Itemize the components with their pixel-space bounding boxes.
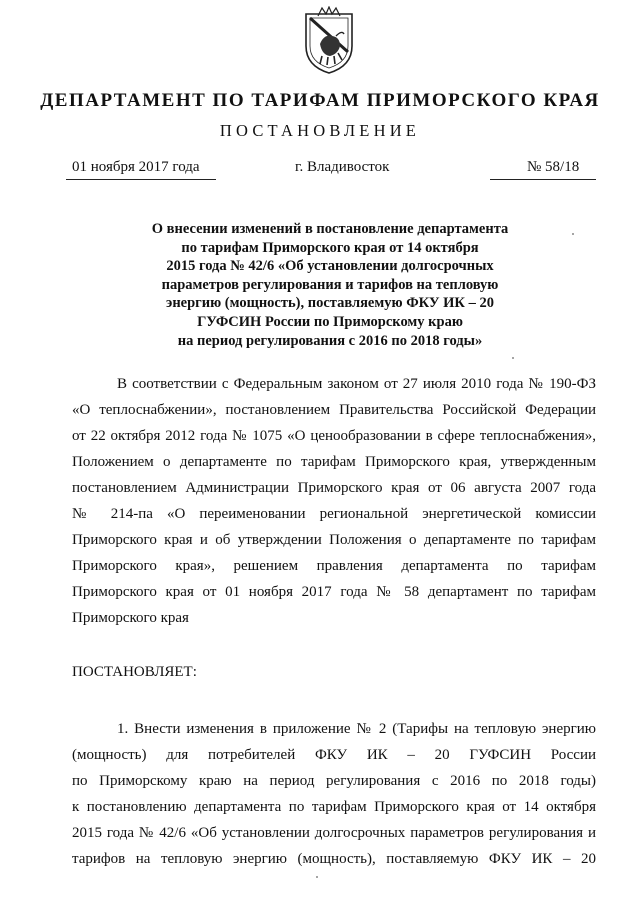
title-line: О внесении изменений в постановление департамента (151, 221, 509, 237)
coat-of-arms-icon (298, 6, 360, 76)
text-line: по Приморскому краю на период регулирования с 2016 по 2018 годы) (72, 773, 596, 789)
document-date: 01 ноября 2017 года (72, 159, 200, 175)
document-title (120, 220, 540, 350)
text-line: 1. Внести изменения в приложение № 2 (Тарифы на тепловую энергию (117, 721, 596, 737)
text-line: Приморского края и об утверждении Положения о департаменте по тарифам (72, 532, 596, 548)
preamble-paragraph (72, 371, 596, 631)
item-1-paragraph (72, 716, 596, 872)
title-line: 2015 года № 42/6 «Об установлении долгосрочных (166, 258, 494, 275)
text-line: Приморского края», решением правления департамента по тарифам (72, 558, 596, 574)
document-number: № 58/18 (527, 159, 580, 175)
title-line: энергию (мощность), поставляемую ФКУ ИК – 20 (166, 295, 494, 312)
department-name: ДЕПАРТАМЕНТ ПО ТАРИФАМ ПРИМОРСКОГО КРАЯ (40, 90, 600, 111)
scan-speck (572, 233, 574, 235)
text-line: (мощность) для потребителей ФКУ ИК – 20 ГУФСИН России (72, 747, 596, 763)
text-line: Приморского края от 01 ноября 2017 года № 58 департамент по тарифам (72, 584, 596, 600)
text-line: тарифов на тепловую энергию (мощность), поставляемую ФКУ ИК – 20 (72, 851, 596, 867)
scan-speck (512, 357, 514, 359)
title-line: на период регулирования с 2016 по 2018 годы» (177, 332, 483, 349)
document-city: г. Владивосток (295, 159, 390, 175)
scan-speck (316, 876, 318, 878)
text-line: 2015 года № 42/6 «Об установлении долгосрочных параметров регулирования и (72, 825, 596, 841)
resolves-heading: ПОСТАНОВЛЯЕТ: (72, 664, 197, 680)
text-line: «О теплоснабжении», постановлением Правительства Российской Федерации (72, 402, 596, 418)
document-type: ПОСТАНОВЛЕНИЕ (219, 121, 421, 140)
title-line: по тарифам Приморского края от 14 октября (181, 239, 479, 256)
date-underline (66, 179, 216, 180)
text-line: Положением о департаменте по тарифам Приморского края, утвержденным (72, 454, 596, 470)
text-line: постановлением Администрации Приморского края от 06 августа 2007 года (72, 480, 596, 496)
text-line: В соответствии с Федеральным законом от 27 июля 2010 года № 190-ФЗ (117, 376, 596, 392)
title-line: параметров регулирования и тарифов на тепловую (161, 276, 499, 293)
text-line: от 22 октября 2012 года № 1075 «О ценообразовании в сфере теплоснабжения», (72, 428, 596, 444)
text-line: Приморского края (72, 610, 189, 626)
text-line: № 214-па «О переименовании региональной энергетической комиссии (72, 506, 596, 522)
text-line: к постановлению департамента по тарифам Приморского края от 14 октября (72, 799, 596, 815)
number-underline (490, 179, 596, 180)
title-line: ГУФСИН России по Приморскому краю (197, 313, 463, 330)
